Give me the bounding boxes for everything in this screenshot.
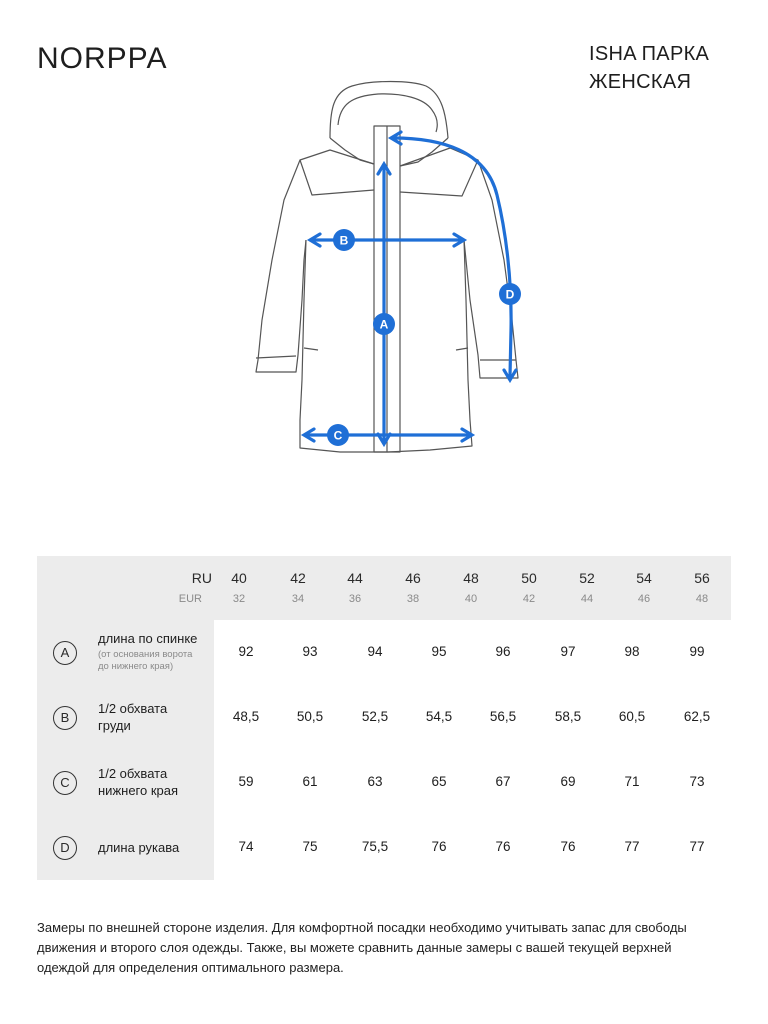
table-cell: 93 bbox=[302, 643, 318, 659]
table-cell: 77 bbox=[689, 838, 705, 854]
table-cell: 62,5 bbox=[683, 708, 711, 724]
table-cell: 77 bbox=[624, 838, 640, 854]
measure-line-d bbox=[393, 138, 511, 376]
parka-outline bbox=[256, 82, 518, 453]
table-cell: 92 bbox=[238, 643, 254, 659]
ru-size-5: 48 bbox=[463, 570, 479, 586]
table-row bbox=[37, 685, 731, 750]
table-cell: 58,5 bbox=[554, 708, 582, 724]
row-marker-b: B bbox=[53, 706, 77, 730]
ru-size-3: 44 bbox=[347, 570, 363, 586]
table-cell: 50,5 bbox=[296, 708, 324, 724]
table-cell: 61 bbox=[302, 773, 318, 789]
eur-size-3: 36 bbox=[348, 593, 362, 605]
row-label: длина по спинке bbox=[98, 631, 198, 646]
table-row bbox=[37, 815, 731, 880]
table-cell: 76 bbox=[560, 838, 576, 854]
table-cell: 73 bbox=[689, 773, 705, 789]
table-cell: 94 bbox=[367, 643, 383, 659]
table-cell: 99 bbox=[689, 643, 705, 659]
row-sublabel-line2: до нижнего края) bbox=[98, 661, 174, 672]
row-marker-a: A bbox=[53, 641, 77, 665]
table-cell: 96 bbox=[495, 643, 511, 659]
ru-label: RU bbox=[191, 570, 212, 586]
table-cell: 59 bbox=[238, 773, 254, 789]
row-sublabel-line1: (от основания ворота bbox=[98, 649, 193, 660]
eur-size-5: 40 bbox=[464, 593, 478, 605]
table-cell: 65 bbox=[431, 773, 447, 789]
svg-text:D: D bbox=[505, 287, 515, 302]
row-label-line2: груди bbox=[98, 718, 131, 733]
table-cell: 60,5 bbox=[618, 708, 646, 724]
table-cell: 48,5 bbox=[232, 708, 260, 724]
eur-size-2: 34 bbox=[291, 593, 305, 605]
table-cell: 76 bbox=[495, 838, 511, 854]
ru-size-9: 56 bbox=[694, 570, 710, 586]
eur-size-7: 44 bbox=[580, 593, 594, 605]
brand-logo: NORPPA bbox=[37, 42, 168, 75]
ru-size-8: 54 bbox=[636, 570, 652, 586]
table-cell: 98 bbox=[624, 643, 640, 659]
note-line3: одеждой для определения оптимального размера. bbox=[37, 960, 344, 975]
eur-label: EUR bbox=[178, 593, 202, 605]
table-cell: 95 bbox=[431, 643, 447, 659]
table-cell: 69 bbox=[560, 773, 576, 789]
measurement-note bbox=[37, 918, 737, 978]
svg-text:A: A bbox=[379, 317, 389, 332]
eur-size-1: 32 bbox=[232, 593, 246, 605]
svg-text:B: B bbox=[339, 233, 349, 248]
ru-size-4: 46 bbox=[405, 570, 421, 586]
table-cell: 97 bbox=[560, 643, 576, 659]
marker-b bbox=[333, 229, 355, 251]
row-marker-d: D bbox=[53, 836, 77, 860]
ru-size-7: 52 bbox=[579, 570, 595, 586]
marker-c bbox=[327, 424, 349, 446]
ru-size-1: 40 bbox=[231, 570, 247, 586]
table-cell: 71 bbox=[624, 773, 640, 789]
eur-size-4: 38 bbox=[406, 593, 420, 605]
table-header-background bbox=[37, 556, 731, 620]
marker-a bbox=[373, 313, 395, 335]
table-cell: 67 bbox=[495, 773, 511, 789]
ru-size-2: 42 bbox=[290, 570, 306, 586]
table-cell: 74 bbox=[238, 838, 254, 854]
table-cell: 54,5 bbox=[425, 708, 453, 724]
row-label-line2: нижнего края bbox=[98, 783, 179, 798]
table-cell: 76 bbox=[431, 838, 447, 854]
svg-text:C: C bbox=[333, 428, 343, 443]
marker-d bbox=[499, 283, 521, 305]
note-line2: движения и второго слоя одежды. Также, вы можете сравнить данные замеры с вашей текущей верхней bbox=[37, 940, 672, 955]
product-title-line1: ISHA ПАРКА bbox=[589, 43, 710, 65]
table-cell: 75 bbox=[302, 838, 318, 854]
size-table bbox=[37, 556, 731, 880]
product-title-line2: ЖЕНСКАЯ bbox=[589, 71, 692, 93]
note-line1: Замеры по внешней стороне изделия. Для комфортной посадки необходимо учитывать запас для свободы bbox=[37, 920, 687, 935]
table-cell: 56,5 bbox=[489, 708, 517, 724]
row-label: 1/2 обхвата bbox=[98, 766, 168, 781]
row-label: 1/2 обхвата bbox=[98, 701, 168, 716]
eur-size-8: 46 bbox=[637, 593, 651, 605]
table-cell: 63 bbox=[367, 773, 383, 789]
ru-size-6: 50 bbox=[521, 570, 537, 586]
table-row bbox=[37, 620, 731, 685]
row-label: длина рукава bbox=[98, 840, 180, 855]
row-marker-c: C bbox=[53, 771, 77, 795]
eur-size-9: 48 bbox=[695, 593, 709, 605]
eur-size-6: 42 bbox=[522, 593, 536, 605]
table-row bbox=[37, 750, 731, 815]
table-cell: 75,5 bbox=[361, 838, 389, 854]
table-cell: 52,5 bbox=[361, 708, 389, 724]
